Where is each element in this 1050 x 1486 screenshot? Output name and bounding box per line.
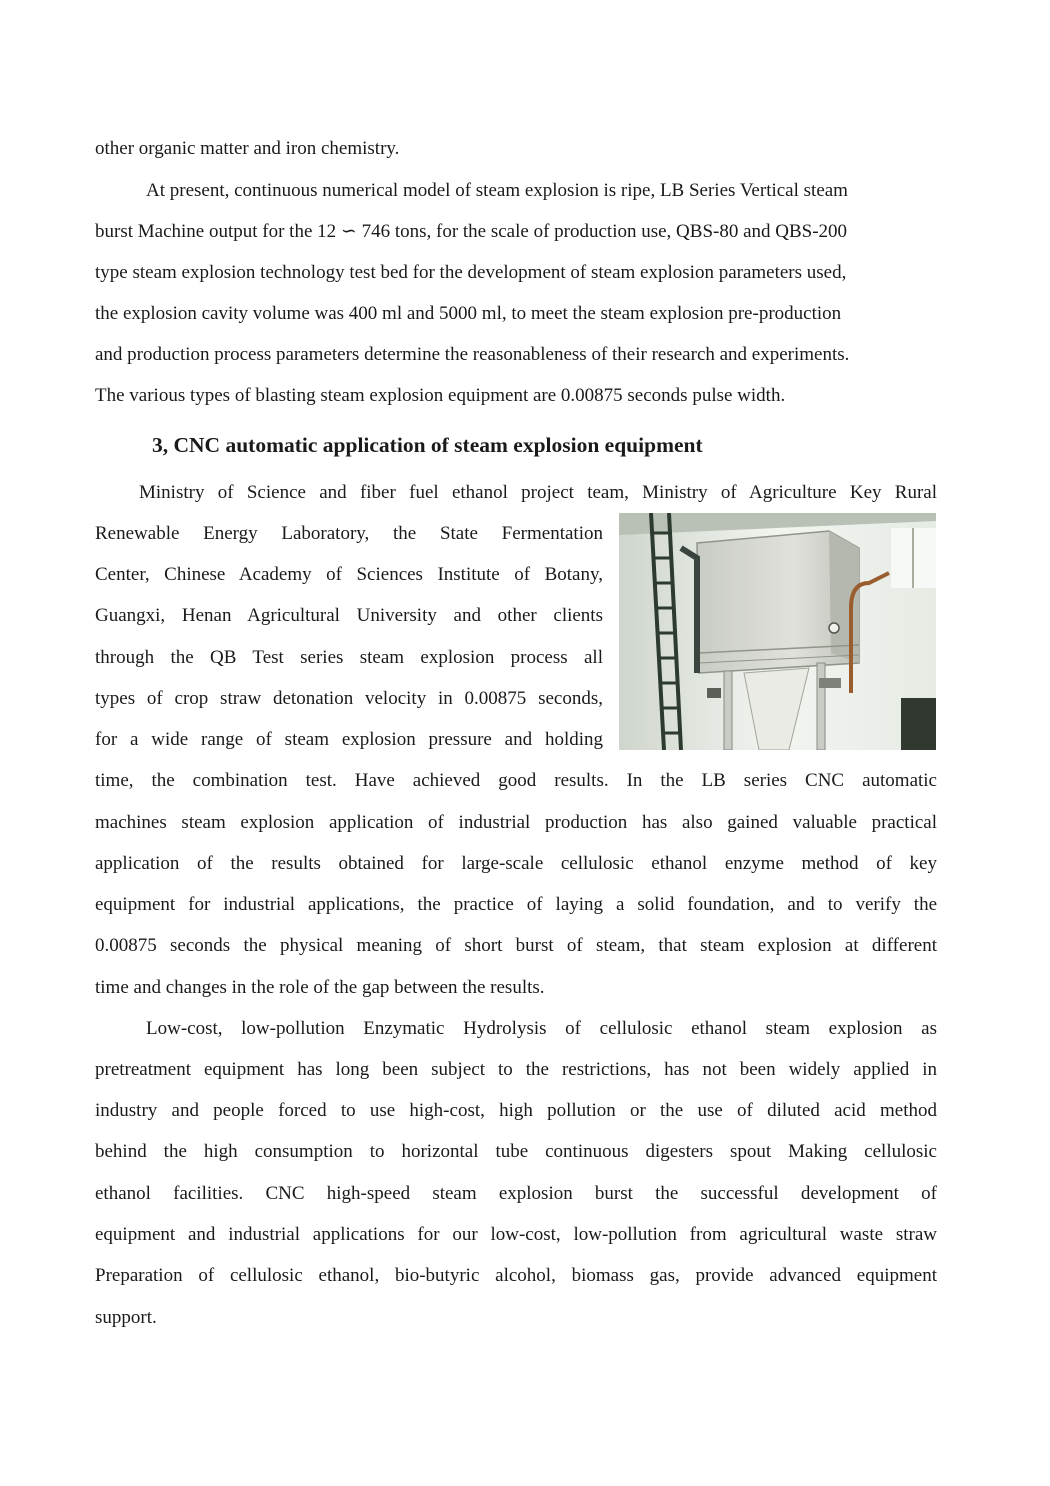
text-line: Low-cost, low-pollution Enzymatic Hydrolysis of cellulosic ethanol steam explosion as — [146, 1018, 937, 1039]
text-line: ethanol facilities. CNC high-speed steam explosion burst the successful development of — [95, 1183, 937, 1204]
text-line: The various types of blasting steam explosion equipment are 0.00875 seconds pulse width. — [95, 385, 786, 406]
text-line: type steam explosion technology test bed for the development of steam explosion parameters used, — [95, 262, 847, 283]
text-line: pretreatment equipment has long been subject to the restrictions, has not been widely applied in — [95, 1059, 937, 1080]
text-line: Ministry of Science and fiber fuel ethanol project team, Ministry of Agriculture Key Rural — [139, 482, 937, 503]
text-line: behind the high consumption to horizontal tube continuous digesters spout Making cellulosic — [95, 1141, 937, 1162]
text-line: equipment for industrial applications, the practice of laying a solid foundation, and to verify the — [95, 894, 937, 915]
text-line: equipment and industrial applications for our low-cost, low-pollution from agricultural waste straw — [95, 1224, 937, 1245]
text-line: Renewable Energy Laboratory, the State Fermentation — [95, 523, 603, 544]
text-line: support. — [95, 1307, 157, 1328]
text-line: the explosion cavity volume was 400 ml and 5000 ml, to meet the steam explosion pre-production — [95, 303, 842, 324]
text-line: and production process parameters determine the reasonableness of their research and experiments. — [95, 344, 850, 365]
text-line: other organic matter and iron chemistry. — [95, 138, 400, 159]
text-line: machines steam explosion application of industrial production has also gained valuable practical — [95, 812, 937, 833]
text-line: Guangxi, Henan Agricultural University and other clients — [95, 605, 603, 626]
text-line: application of the results obtained for large-scale cellulosic ethanol enzyme method of key — [95, 853, 937, 874]
text-line: Center, Chinese Academy of Sciences Institute of Botany, — [95, 564, 603, 585]
text-line: types of crop straw detonation velocity in 0.00875 seconds, — [95, 688, 603, 709]
text-line: time, the combination test. Have achieved good results. In the LB series CNC automatic — [95, 770, 937, 791]
text-line: industry and people forced to use high-cost, high pollution or the use of diluted acid method — [95, 1100, 937, 1121]
text-line: burst Machine output for the 12 ∽ 746 tons, for the scale of production use, QBS-80 and QBS-200 — [95, 221, 848, 242]
text-line: At present, continuous numerical model of steam explosion is ripe, LB Series Vertical steam — [146, 180, 848, 201]
equipment-photo — [619, 513, 936, 750]
text-line: through the QB Test series steam explosion process all — [95, 647, 603, 668]
text-line: Preparation of cellulosic ethanol, bio-butyric alcohol, biomass gas, provide advanced equipment — [95, 1265, 937, 1286]
text-line: for a wide range of steam explosion pressure and holding — [95, 729, 603, 750]
text-line: 0.00875 seconds the physical meaning of short burst of steam, that steam explosion at different — [95, 935, 937, 956]
section-heading: 3, CNC automatic application of steam explosion equipment — [152, 433, 703, 457]
text-line: time and changes in the role of the gap between the results. — [95, 977, 545, 998]
